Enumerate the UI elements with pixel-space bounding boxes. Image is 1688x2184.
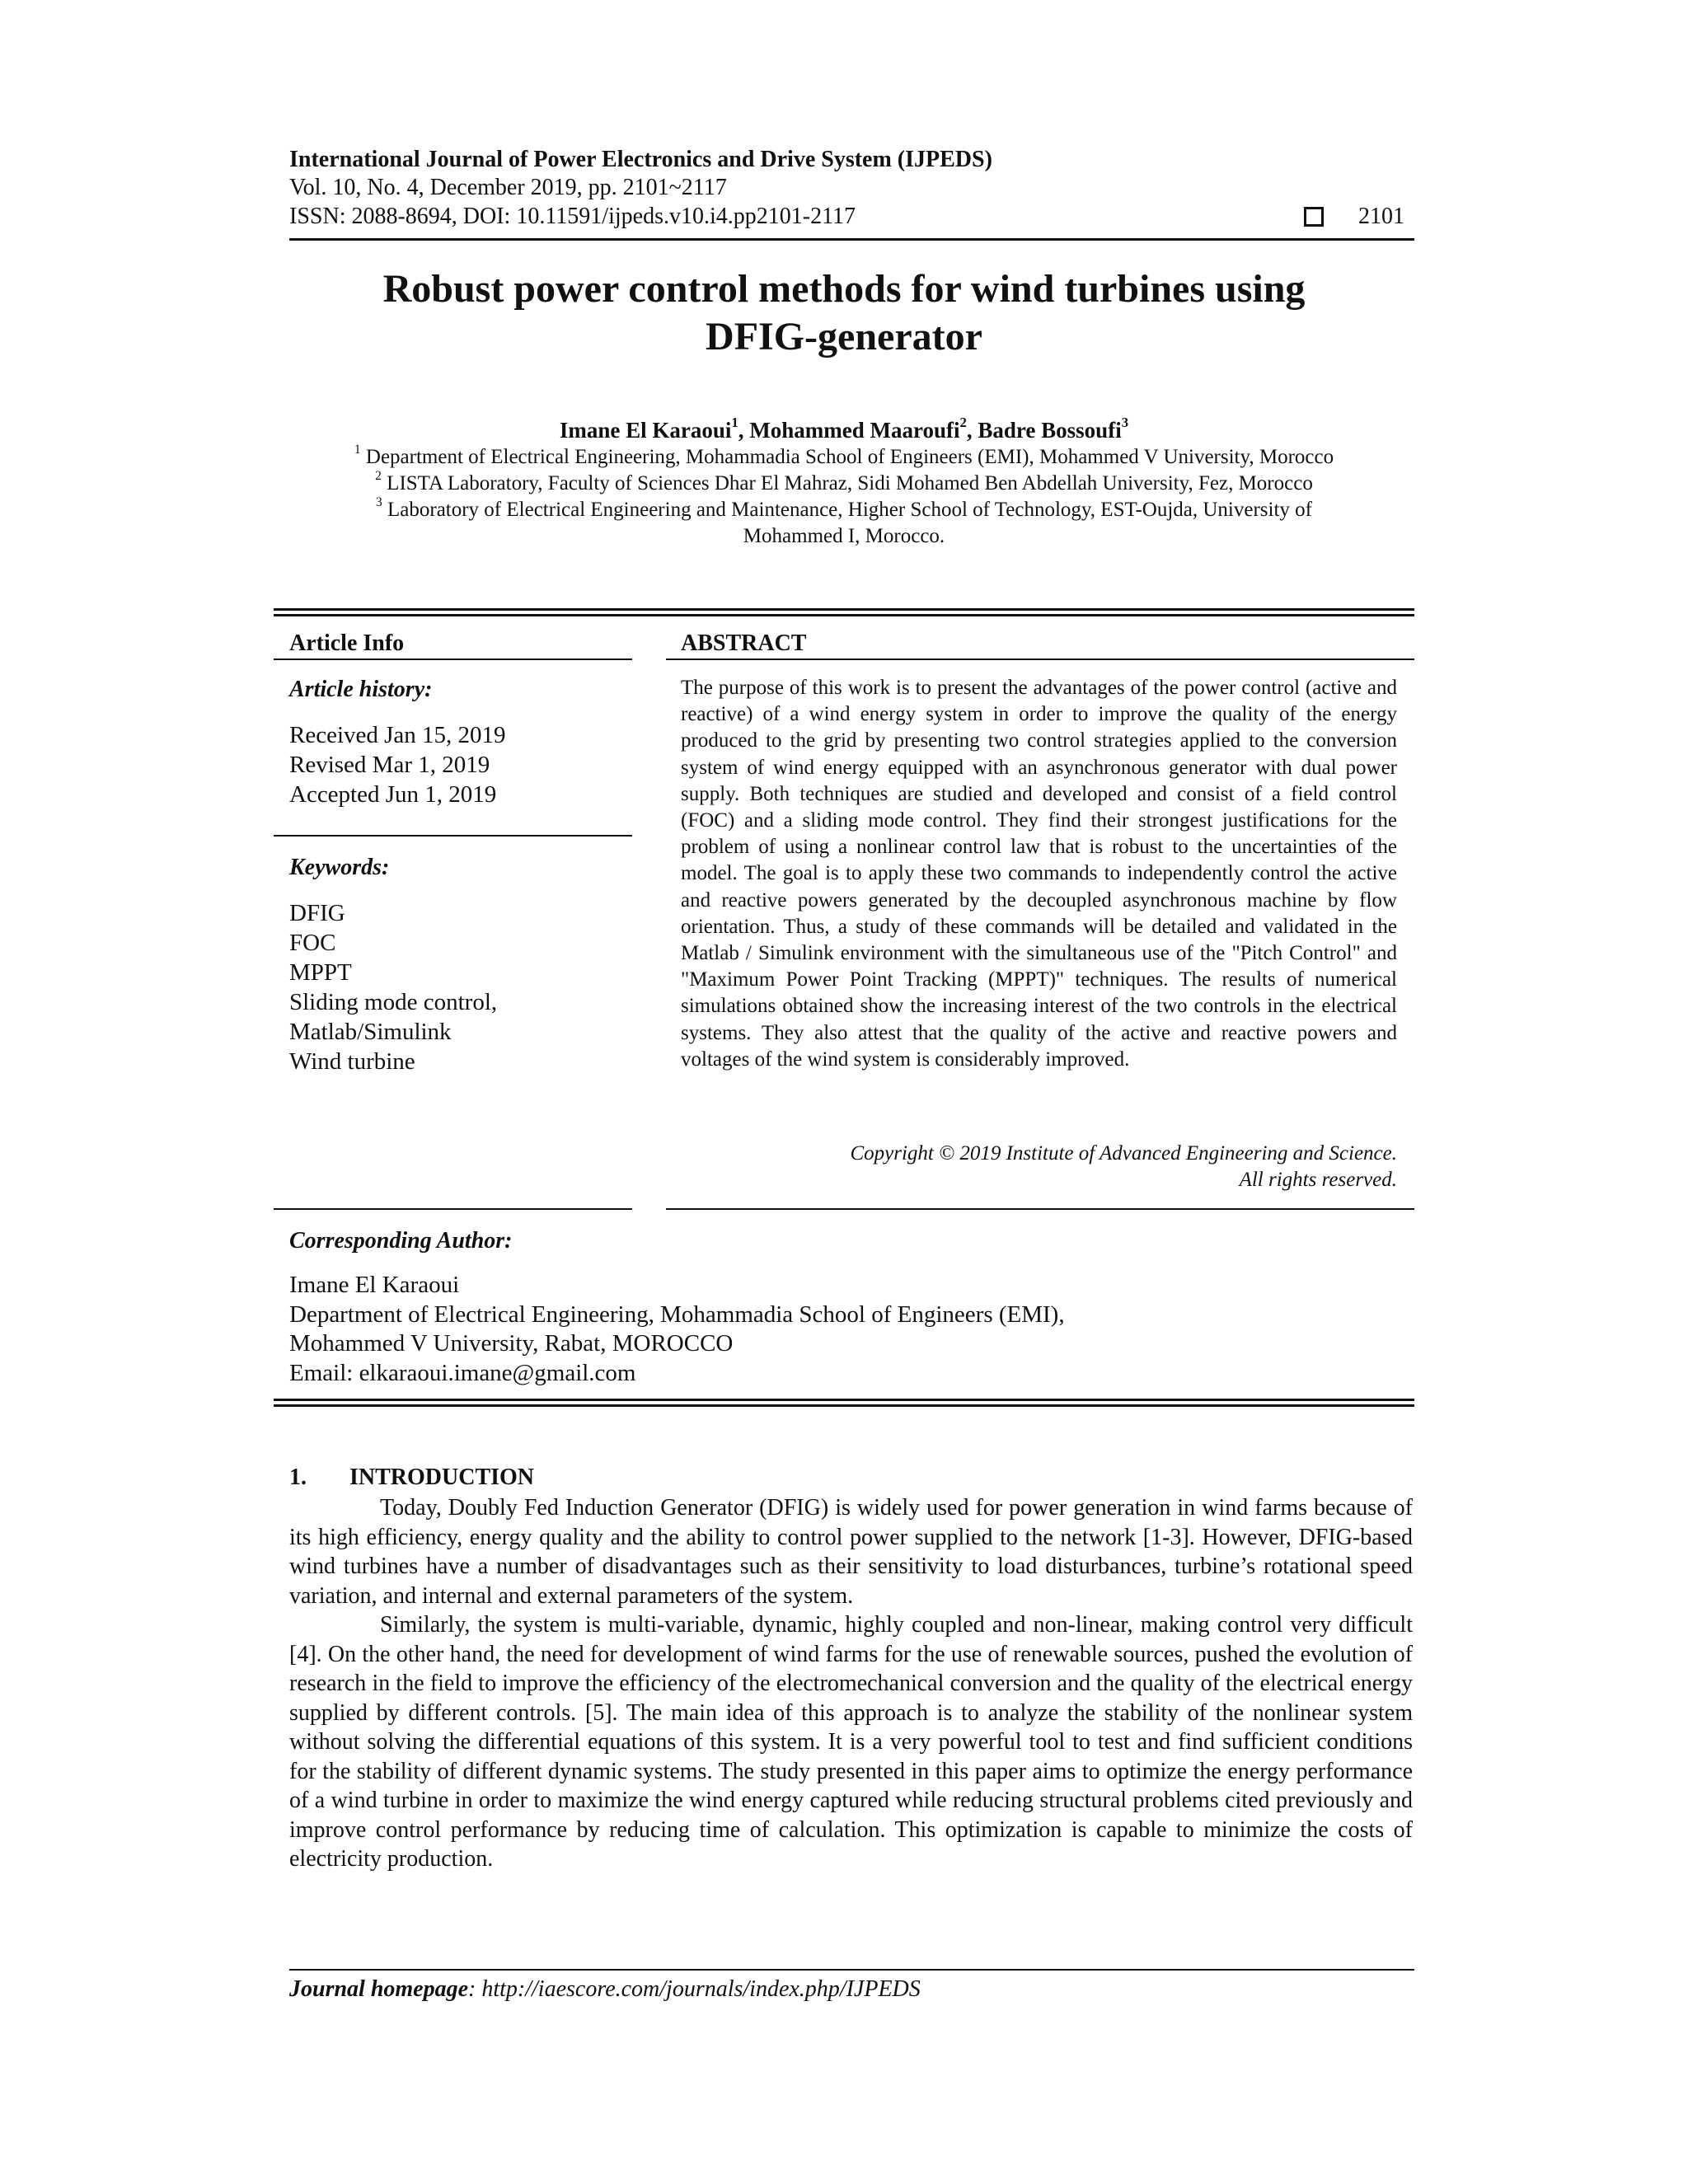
author-separator: , bbox=[966, 418, 978, 443]
affiliation-1: $^1$ Department of Electrical Engineering, Mohammadia School of Engineers (EMI), Mohammed V University, Morocco bbox=[354, 443, 1334, 468]
author-sup: 1 bbox=[731, 415, 738, 430]
abstract-text: The purpose of this work is to present the advantages of the power control (active and reactive) of a wind energy system in order to improve the quality of the energy produced to the grid by presenting two control strategies applied to the conversion system of wind energy equipped with an asynchronous generator with dual power supply. Both techniques are studied and developed and consist of a field control (FOC) and a sliding mode control. They find their strongest justifications for the problem of using a nonlinear control law that is robust to the uncertainties of the model. The goal is to apply these two commands to independently control the active and reactive powers generated by the decoupled asynchronous machine by flow orientation. Thus, a study of these commands will be detailed and validated in the Matlab / Simulink environment with the simultaneous use of the "Pitch Control" and "Maximum Power Point Tracking (MPPT)" techniques. The results of numerical simulations obtained show the increasing interest of the two controls in the electrical systems. They also attest that the quality of the active and reactive powers and voltages of the wind system is considerably improved. bbox=[681, 677, 1397, 1071]
keyword: Sliding mode control, bbox=[289, 989, 498, 1015]
author-name: Imane El Karaoui bbox=[559, 418, 732, 443]
keywords-list bbox=[289, 898, 497, 1076]
affiliation-3: $^3$ Laboratory of Electrical Engineering and Maintenance, Higher School of Technology, EST-Oujda, University of bbox=[376, 495, 1312, 521]
author-name: Badre Bossoufi bbox=[978, 418, 1122, 443]
copyright-line-1: Copyright © 2019 Institute of Advanced Engineering and Science. bbox=[850, 1142, 1397, 1165]
author-sup: 2 bbox=[959, 415, 967, 430]
corresponding-author-heading: Corresponding Author: bbox=[289, 1228, 513, 1254]
journal-name: International Journal of Power Electronics and Drive System (IJPEDS) bbox=[289, 147, 992, 172]
corresponding-name: Imane El Karaoui bbox=[289, 1272, 460, 1298]
journal-homepage bbox=[289, 1976, 921, 2003]
corresponding-email: Email: elkaraoui.imane@gmail.com bbox=[289, 1359, 636, 1386]
intro-paragraph-1: Today, Doubly Fed Induction Generator (DFIG) is widely used for power generation in wind farms because of its high efficiency, energy quality and the ability to control power supplied to the network [1-3]. However, DFIG-based wind turbines have a number of disadvantages such as their sensitivity to load disturbances, turbine’s rotational speed variation, and internal and external parameters of the system. bbox=[289, 1495, 1413, 1609]
affiliation-2: $^2$ LISTA Laboratory, Faculty of Sciences Dhar El Mahraz, Sidi Mohamed Ben Abdellah University, Fez, Morocco bbox=[375, 469, 1313, 494]
keyword: FOC bbox=[289, 930, 336, 956]
info-box-bottom-rule bbox=[274, 1399, 1414, 1401]
keyword: Matlab/Simulink bbox=[289, 1019, 452, 1045]
history-received: Received Jan 15, 2019 bbox=[289, 722, 506, 748]
keyword: Wind turbine bbox=[289, 1048, 415, 1075]
introduction-heading: 1. INTRODUCTION bbox=[289, 1465, 535, 1490]
article-info-bottom-rule bbox=[274, 1208, 632, 1210]
volume-info: Vol. 10, No. 4, December 2019, pp. 2101~2117 bbox=[289, 175, 727, 200]
homepage-link[interactable]: http://iaescore.com/journals/index.php/IJPEDS bbox=[481, 1976, 921, 2002]
paper-title bbox=[0, 265, 1688, 361]
issn-doi: ISSN: 2088-8694, DOI: 10.11591/ijpeds.v10.i4.pp2101-2117 bbox=[289, 204, 856, 229]
abstract-heading: ABSTRACT bbox=[681, 630, 807, 656]
article-history-heading: Article history: bbox=[289, 677, 433, 702]
corresponding-department: Department of Electrical Engineering, Mohammadia School of Engineers (EMI), bbox=[289, 1301, 1065, 1328]
header-rule bbox=[289, 238, 1414, 241]
history-revised: Revised Mar 1, 2019 bbox=[289, 752, 490, 778]
history-rule bbox=[274, 835, 632, 837]
keyword: DFIG bbox=[289, 900, 345, 926]
info-box-top-rule-2 bbox=[274, 614, 1414, 616]
author-list bbox=[0, 415, 1688, 443]
affiliation-3-cont: Mohammed I, Morocco. bbox=[743, 525, 945, 547]
keywords-heading: Keywords: bbox=[289, 855, 390, 880]
corresponding-author-details bbox=[289, 1271, 1065, 1388]
author-sup: 3 bbox=[1121, 415, 1129, 430]
abstract-rule bbox=[666, 658, 1414, 660]
homepage-separator: : bbox=[468, 1976, 482, 2002]
title-line-2: DFIG-generator bbox=[706, 315, 982, 359]
title-line-1: Robust power control methods for wind turbines using bbox=[382, 267, 1306, 311]
keyword: MPPT bbox=[289, 959, 352, 986]
page-number: 2101 bbox=[1358, 204, 1404, 229]
intro-paragraph-2: Similarly, the system is multi-variable, dynamic, highly coupled and non-linear, making control very difficult [4]. On the other hand, the need for development of wind farms for the use of renewable sources, pushed the evolution of research in the field to improve the efficiency of the electromechanical conversion and the quality of the electrical energy supplied by different controls. [5]. The main idea of this approach is to analyze the stability of the nonlinear system without solving the differential equations of this system. It is a very powerful tool to test and find sufficient conditions for the stability of different dynamic systems. The study presented in this paper aims to optimize the energy performance of a wind turbine in order to maximize the wind energy captured while reducing structural problems cited previously and improve control performance by reducing time of calculation. This optimization is capable to minimize the costs of electricity production. bbox=[289, 1612, 1413, 1872]
author-separator: , bbox=[738, 418, 750, 443]
article-history-list bbox=[289, 720, 506, 809]
info-box-top-rule bbox=[274, 608, 1414, 611]
article-info-heading: Article Info bbox=[289, 630, 405, 656]
article-info-rule bbox=[274, 658, 632, 660]
corresponding-university: Mohammed V University, Rabat, MOROCCO bbox=[289, 1330, 734, 1357]
footer-rule bbox=[289, 1969, 1414, 1971]
info-box-bottom-rule-2 bbox=[274, 1404, 1414, 1407]
author-name: Mohammed Maaroufi bbox=[749, 418, 960, 443]
history-accepted: Accepted Jun 1, 2019 bbox=[289, 781, 497, 808]
homepage-label: Journal homepage bbox=[289, 1976, 469, 2002]
copyright-line-2: All rights reserved. bbox=[1239, 1169, 1397, 1191]
checkbox-square-icon bbox=[1304, 207, 1324, 227]
abstract-bottom-rule bbox=[666, 1208, 1414, 1210]
